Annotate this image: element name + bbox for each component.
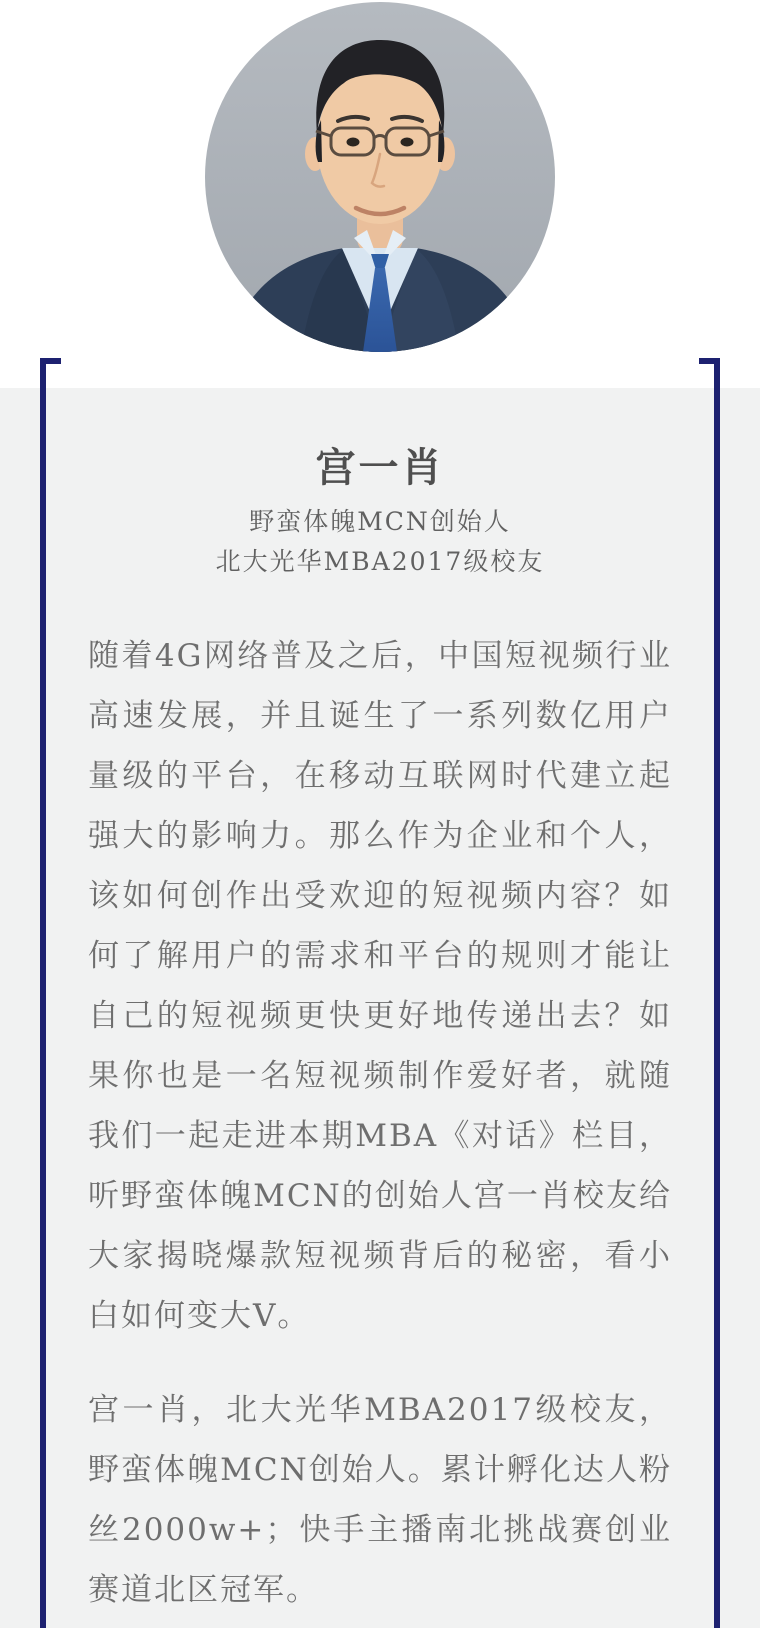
right-bracket-vertical-line	[714, 358, 720, 1628]
profile-title-line-2: 北大光华MBA2017级校友	[215, 547, 545, 576]
profile-title-line-1: 野蛮体魄MCN创始人	[249, 507, 511, 536]
eye-left	[347, 138, 360, 147]
right-bracket-top-arm	[699, 358, 720, 364]
eye-right	[401, 138, 414, 147]
info-panel	[0, 388, 760, 1628]
left-bracket-top-arm	[40, 358, 61, 364]
profile-name: 宫一肖	[315, 446, 445, 490]
article-paragraph-1: 随着4G网络普及之后，中国短视频行业高速发展，并且诞生了一系列数亿用户量级的平台，在移动互联网时代建立起强大的影响力。那么作为企业和个人，该如何创作出受欢迎的短视频内容？如何了解用户的需求和平台的规则才能让自己的短视频更快更好地传递出去？如果你也是一名短视频制作爱好者，就随我们一起走进本期MBA《对话》栏目，听野蛮体魄MCN的创始人宫一肖校友给大家揭晓爆款短视频背后的秘密，看小白如何变大V。	[88, 638, 672, 1334]
article-paragraph-2: 宫一肖，北大光华MBA2017级校友，野蛮体魄MCN创始人。累计孵化达人粉丝2000w+；快手主播南北挑战赛创业赛道北区冠军。	[88, 1392, 672, 1608]
profile-portrait-image	[205, 2, 555, 352]
left-bracket-vertical-line	[40, 358, 46, 1628]
profile-avatar	[205, 2, 555, 352]
